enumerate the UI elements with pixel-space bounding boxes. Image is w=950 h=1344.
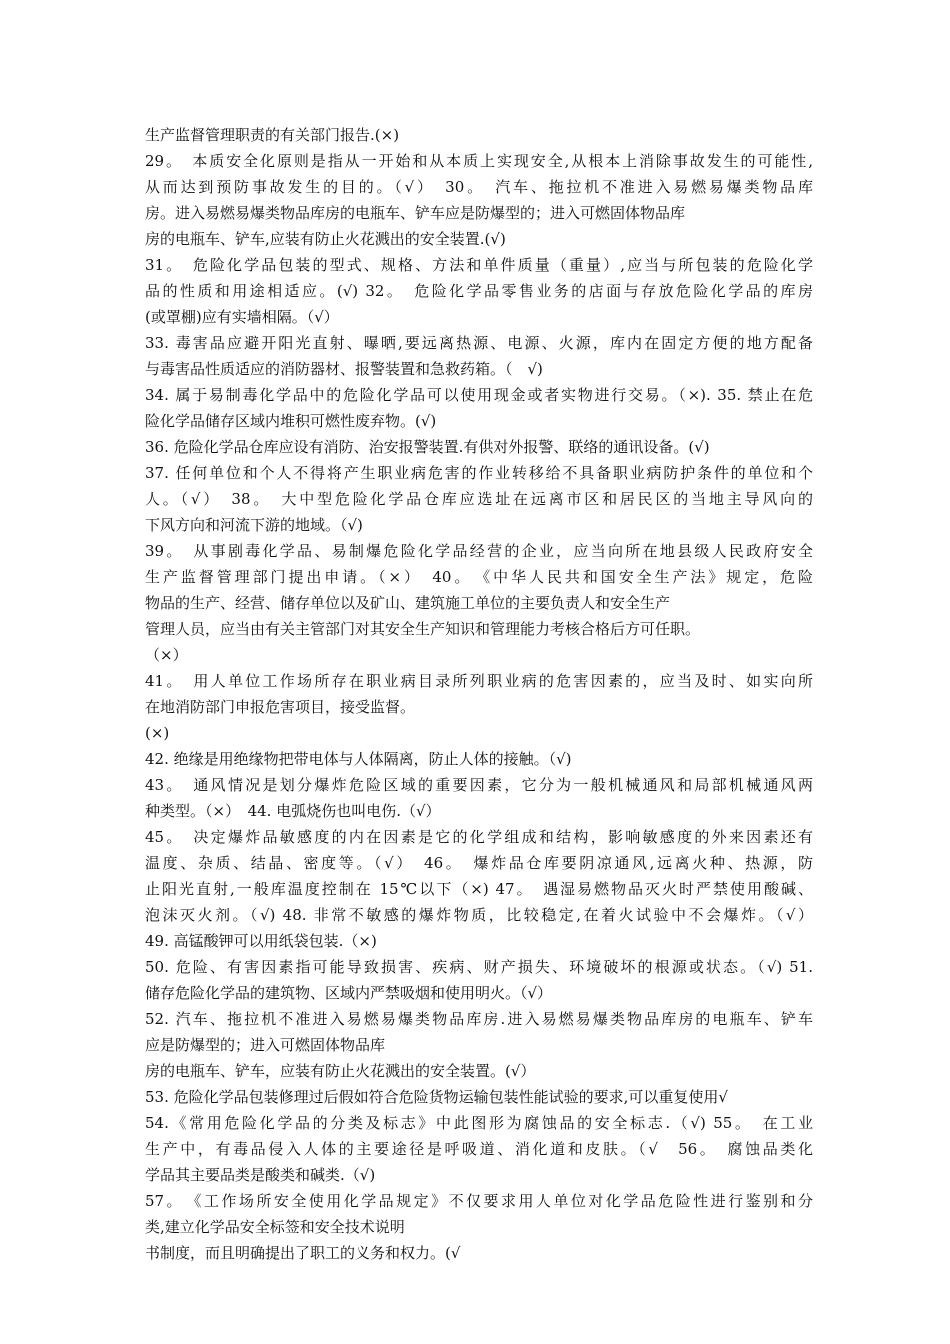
text-line: 在地消防部门申报危害项目，接受监督。 <box>145 698 416 716</box>
text-line: (或罩棚)应有实墙相隔。（√） <box>145 308 339 326</box>
text-line: 39。 从事剧毒化学品、易制爆危险化学品经营的企业，应当向所在地县级人民政府安全 <box>145 542 813 560</box>
text-line: 41。 用人单位工作场所存在职业病目录所列职业病的危害因素的，应当及时、如实向所 <box>145 672 813 690</box>
text-line: 管理人员，应当由有关主管部门对其安全生产知识和管理能力考核合格后方可任职。 <box>145 620 701 638</box>
text-line: 29。 本质安全化原则是指从一开始和从本质上实现安全,从根本上消除事故发生的可能性, <box>145 152 813 170</box>
text-line: 储存危险化学品的建筑物、区域内严禁吸烟和使用明火。（√） <box>145 984 553 1002</box>
text-line: 生产监督管理部门提出申请。（×） 40。 《中华人民共和国安全生产法》规定，危险 <box>145 568 813 586</box>
text-line: 人。（√） 38。 大中型危险化学品仓库应选址在远离市区和居民区的当地主导风向的 <box>145 490 813 508</box>
text-line: 34. 属于易制毒化学品中的危险化学品可以使用现金或者实物进行交易。（×). 35. 禁止在危 <box>145 386 813 404</box>
text-line: 53. 危险化学品包装修理过后假如符合危险货物运输包装性能试验的要求,可以重复使用√ <box>145 1088 728 1106</box>
text-line: 书制度，而且明确提出了职工的义务和权力。(√ <box>145 1244 461 1262</box>
text-line: 43。 通风情况是划分爆炸危险区域的重要因素，它分为一般机械通风和局部机械通风两 <box>145 776 813 794</box>
document-page <box>145 122 813 1266</box>
text-line: 42. 绝缘是用绝缘物把带电体与人体隔离，防止人体的接触。（√) <box>145 750 572 768</box>
text-line: 与毒害品性质适应的消防器材、报警装置和急救药箱。（ √) <box>145 360 543 378</box>
text-line: 45。 决定爆炸品敏感度的内在因素是它的化学组成和结构，影响敏感度的外来因素还有 <box>145 828 813 846</box>
text-line: 险化学品储存区域内堆积可燃性废弃物。(√) <box>145 412 437 430</box>
text-line: 50. 危险、有害因素指可能导致损害、疾病、财产损失、环境破坏的根源或状态。（√) 51. <box>145 958 813 976</box>
text-line: 泡沫灭火剂。（√) 48. 非常不敏感的爆炸物质，比较稳定,在着火试验中不会爆炸。（√） <box>145 906 813 924</box>
text-line: 52. 汽车、拖拉机不准进入易燃易爆类物品库房.进入易燃易爆类物品库房的电瓶车、铲车 <box>145 1010 813 1028</box>
text-line: 房的电瓶车、铲车,应装有防止火花溅出的安全装置.(√) <box>145 230 506 248</box>
text-line: (×) <box>145 724 170 742</box>
text-line: 36. 危险化学品仓库应设有消防、治安报警装置.有供对外报警、联络的通讯设备。(√) <box>145 438 710 456</box>
text-line: 生产中，有毒品侵入人体的主要途径是呼吸道、消化道和皮肤。（√ 56。 腐蚀品类化 <box>145 1140 813 1158</box>
text-line: 物品的生产、经营、储存单位以及矿山、建筑施工单位的主要负责人和安全生产 <box>145 594 671 612</box>
text-line: 房的电瓶车、铲车，应装有防止火花溅出的安全装置。(√） <box>145 1062 536 1080</box>
text-line: 57。 《工作场所安全使用化学品规定》不仅要求用人单位对化学品危险性进行鉴别和分 <box>145 1192 813 1210</box>
text-line: 房。进入易燃易爆类物品库房的电瓶车、铲车应是防爆型的；进入可燃固体物品库 <box>145 204 686 222</box>
text-line: 49. 高锰酸钾可以用纸袋包装.（×) <box>145 932 377 950</box>
text-line: 33. 毒害品应避开阳光直射、曝晒,要远离热源、电源、火源，库内在固定方便的地方配备 <box>145 334 813 352</box>
text-line: 31。 危险化学品包装的型式、规格、方法和单件质量（重量）,应当与所包装的危险化学 <box>145 256 813 274</box>
text-line: 品的性质和用途相适应。(√) 32。 危险化学品零售业务的店面与存放危险化学品的库房 <box>145 282 813 300</box>
text-line: 应是防爆型的；进入可燃固体物品库 <box>145 1036 386 1054</box>
text-line: 种类型。（×） 44. 电弧烧伤也叫电伤.（√） <box>145 802 441 820</box>
text-line: 37. 任何单位和个人不得将产生职业病危害的作业转移给不具备职业病防护条件的单位和个 <box>145 464 813 482</box>
text-line: 止阳光直射,一般库温度控制在 15℃以下（×) 47。 遇湿易燃物品灭火时严禁使用酸碱、 <box>145 880 813 898</box>
text-line: 从而达到预防事故发生的目的。（√） 30。 汽车、拖拉机不准进入易燃易爆类物品库 <box>145 178 813 196</box>
text-line: 54.《常用危险化学品的分类及标志》中此图形为腐蚀品的安全标志.（√) 55。 在工业 <box>145 1114 813 1132</box>
text-line: 下风方向和河流下游的地域。（√) <box>145 516 363 534</box>
text-line: 生产监督管理职责的有关部门报告.(×) <box>145 126 400 144</box>
text-line: 类,建立化学品安全标签和安全技术说明 <box>145 1218 405 1236</box>
text-line: 学品其主要品类是酸类和碱类.（√) <box>145 1166 376 1184</box>
text-line: （×） <box>145 646 188 664</box>
text-line: 温度、杂质、结晶、密度等。（√） 46。 爆炸品仓库要阴凉通风,远离火种、热源，防 <box>145 854 813 872</box>
